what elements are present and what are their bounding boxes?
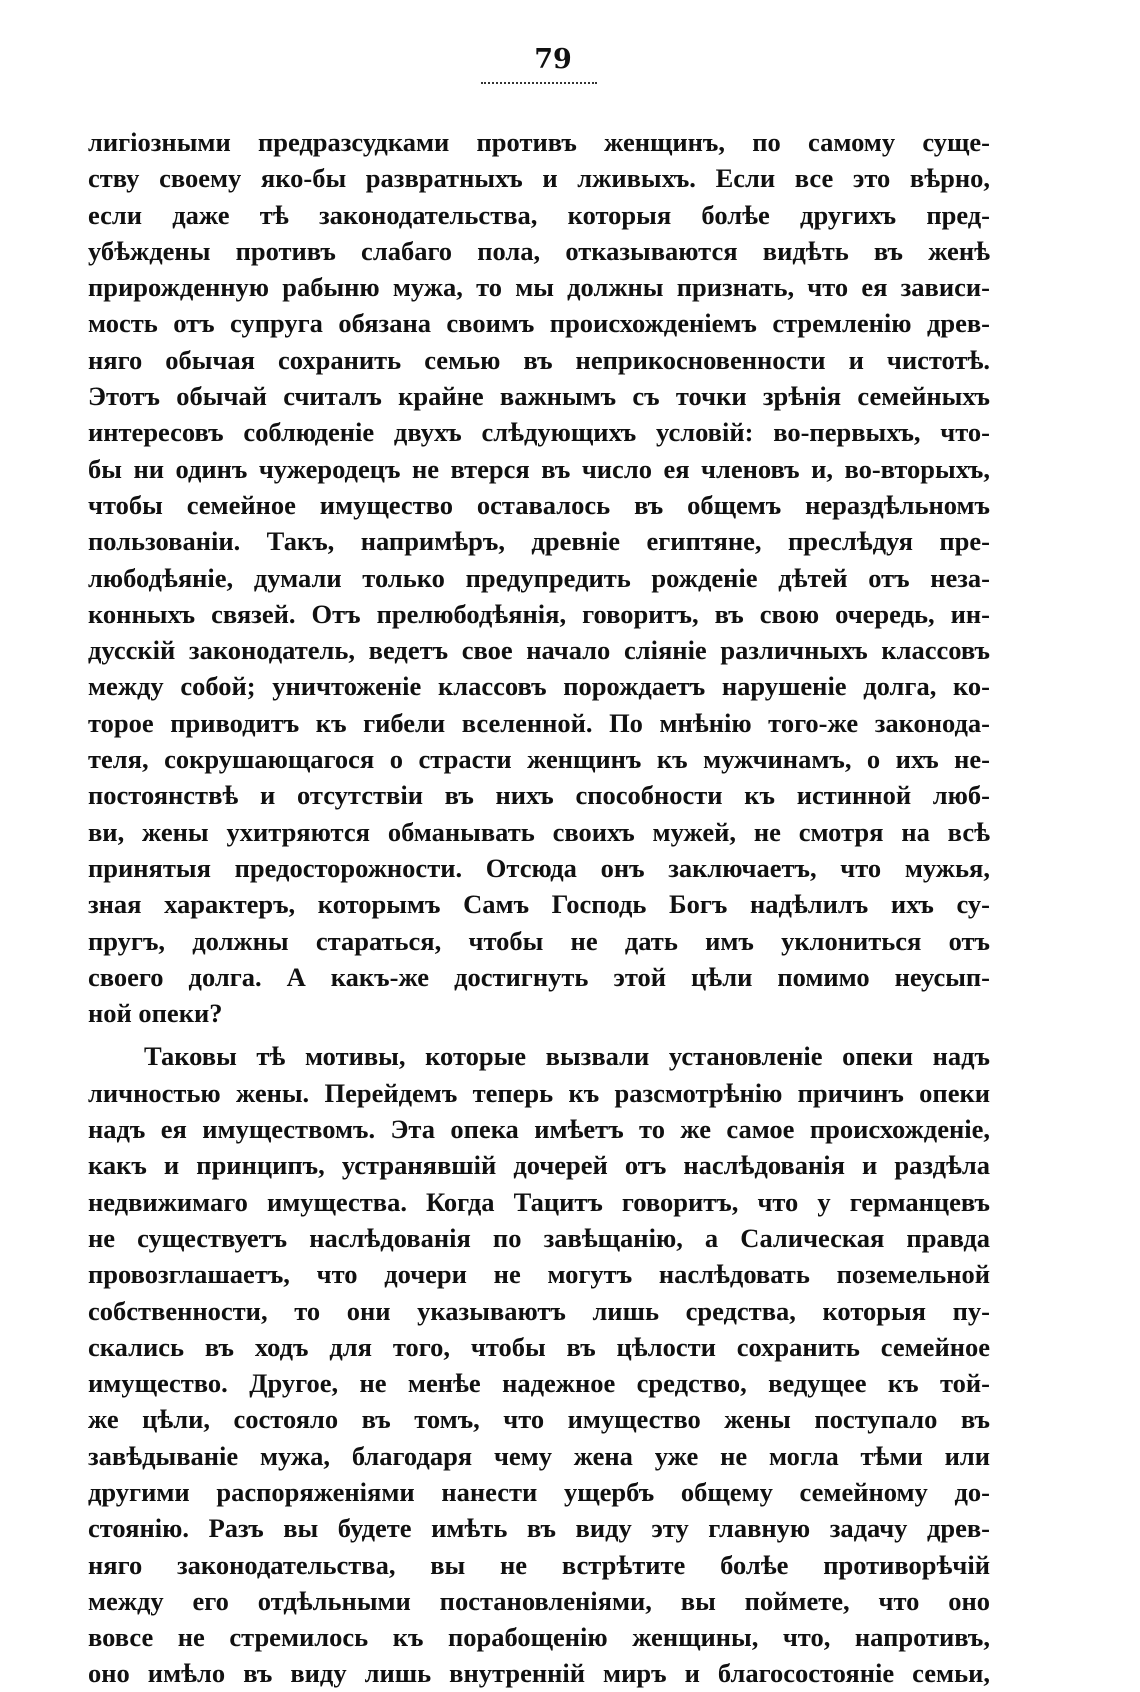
text-line: принятыя предосторожности. Отсюда онъ заключаетъ, что мужья, bbox=[88, 852, 990, 883]
text-line: пользованіи. Такъ, напримѣръ, древніе египтяне, преслѣдуя пре- bbox=[88, 526, 990, 557]
text-line: между собой; уничтоженіе классовъ порождаетъ нарушеніе долга, ко- bbox=[88, 671, 990, 702]
text-line: надъ ея имуществомъ. Эта опека имѣетъ то же самое происхожденіе, bbox=[88, 1114, 990, 1145]
text-line: убѣждены противъ слабаго пола, отказываются видѣть въ женѣ bbox=[88, 235, 990, 266]
text-line: конныхъ связей. Отъ прелюбодѣянія, говоритъ, въ свою очередь, ин- bbox=[88, 598, 990, 629]
text-line: между его отдѣльными постановленіями, вы поймете, что оно bbox=[88, 1585, 990, 1616]
text-line: няго законодательства, вы не встрѣтите болѣе противорѣчій bbox=[88, 1549, 990, 1580]
text-line: прирожденную рабыню мужа, то мы должны признать, что ея зависи- bbox=[88, 272, 990, 303]
text-line: другими распоряженіями нанести ущербъ общему семейному до- bbox=[88, 1476, 990, 1507]
text-line: личностью жены. Перейдемъ теперь къ разсмотрѣнію причинъ опеки bbox=[88, 1077, 990, 1108]
text-line: ству своему яко-бы развратныхъ и лживыхъ. Если все это вѣрно, bbox=[88, 163, 990, 194]
text-line: собственности, то они указываютъ лишь средства, которыя пу- bbox=[88, 1295, 990, 1326]
text-line: не существуетъ наслѣдованія по завѣщанію, а Салическая правда bbox=[88, 1222, 990, 1253]
text-line: имущество. Другое, не менѣе надежное средство, ведущее къ той- bbox=[88, 1368, 990, 1399]
text-line: теля, сокрушающагося о страсти женщинъ къ мужчинамъ, о ихъ не- bbox=[88, 744, 990, 775]
text-line: дусскій законодатель, ведетъ свое начало сліяніе различныхъ классовъ bbox=[88, 635, 990, 666]
text-line: лигіозными предразсудками противъ женщинъ, по самому суще- bbox=[88, 127, 990, 157]
page-number-rule bbox=[481, 82, 597, 84]
body-text bbox=[88, 124, 990, 1692]
text-line: же цѣли, состояло въ томъ, что имущество жены поступало въ bbox=[88, 1404, 990, 1435]
text-line: вовсе не стремилось къ порабощенію женщины, что, напротивъ, bbox=[88, 1622, 990, 1653]
text-line: пругъ, должны стараться, чтобы не дать имъ уклониться отъ bbox=[88, 925, 990, 956]
text-line: Этотъ обычай считалъ крайне важнымъ съ точки зрѣнія семейныхъ bbox=[88, 381, 990, 412]
text-line: няго обычая сохранить семью въ неприкосновенности и чистотѣ. bbox=[88, 344, 990, 375]
text-line: постоянствѣ и отсутствіи въ нихъ способности къ истинной люб- bbox=[88, 780, 990, 811]
paragraph bbox=[88, 1038, 990, 1691]
text-line: торое приводитъ къ гибели вселенной. По мнѣнію того-же законода- bbox=[88, 707, 990, 738]
text-line: своего долга. А какъ-же достигнуть этой цѣли помимо неусып- bbox=[88, 961, 990, 992]
text-line: ной опеки? bbox=[88, 998, 223, 1029]
text-line: скались въ ходъ для того, чтобы въ цѣлости сохранить семейное bbox=[88, 1331, 990, 1362]
text-line: бы ни одинъ чужеродецъ не втерся въ число ея членовъ и, во-вторыхъ, bbox=[88, 453, 990, 484]
text-line: стоянію. Разъ вы будете имѣть въ виду эту главную задачу древ- bbox=[88, 1513, 990, 1544]
paragraph bbox=[88, 124, 990, 1031]
text-line: недвижимаго имущества. Когда Тацитъ говоритъ, что у германцевъ bbox=[88, 1186, 990, 1217]
text-line: ви, жены ухитряются обманывать своихъ мужей, не смотря на всѣ bbox=[88, 816, 990, 847]
text-line: если даже тѣ законодательства, которыя болѣе другихъ пред- bbox=[88, 199, 990, 230]
text-line: чтобы семейное имущество оставалось въ общемъ нераздѣльномъ bbox=[88, 489, 990, 520]
text-line: провозглашаетъ, что дочери не могутъ наслѣдовать поземельной bbox=[88, 1259, 990, 1290]
text-line: любодѣяніе, думали только предупредить рожденіе дѣтей отъ неза- bbox=[88, 562, 990, 593]
text-line: какъ и принципъ, устранявшій дочерей отъ наслѣдованія и раздѣла bbox=[88, 1150, 990, 1181]
text-line: Таковы тѣ мотивы, которые вызвали установленіе опеки надъ bbox=[144, 1041, 990, 1072]
text-line: интересовъ соблюденіе двухъ слѣдующихъ условій: во-первыхъ, что- bbox=[88, 417, 990, 448]
text-line: зная характеръ, которымъ Самъ Господь Богъ надѣлилъ ихъ су- bbox=[88, 889, 990, 920]
text-line: завѣдываніе мужа, благодаря чему жена уже не могла тѣми или bbox=[88, 1440, 990, 1471]
text-line: оно имѣло въ виду лишь внутренній миръ и благосостояніе семьи, bbox=[88, 1658, 990, 1689]
page-number: 79 bbox=[534, 44, 572, 75]
text-line: мость отъ супруга обязана своимъ происхожденіемъ стремленію древ- bbox=[88, 308, 990, 339]
paragraph-spacer bbox=[88, 1031, 990, 1038]
